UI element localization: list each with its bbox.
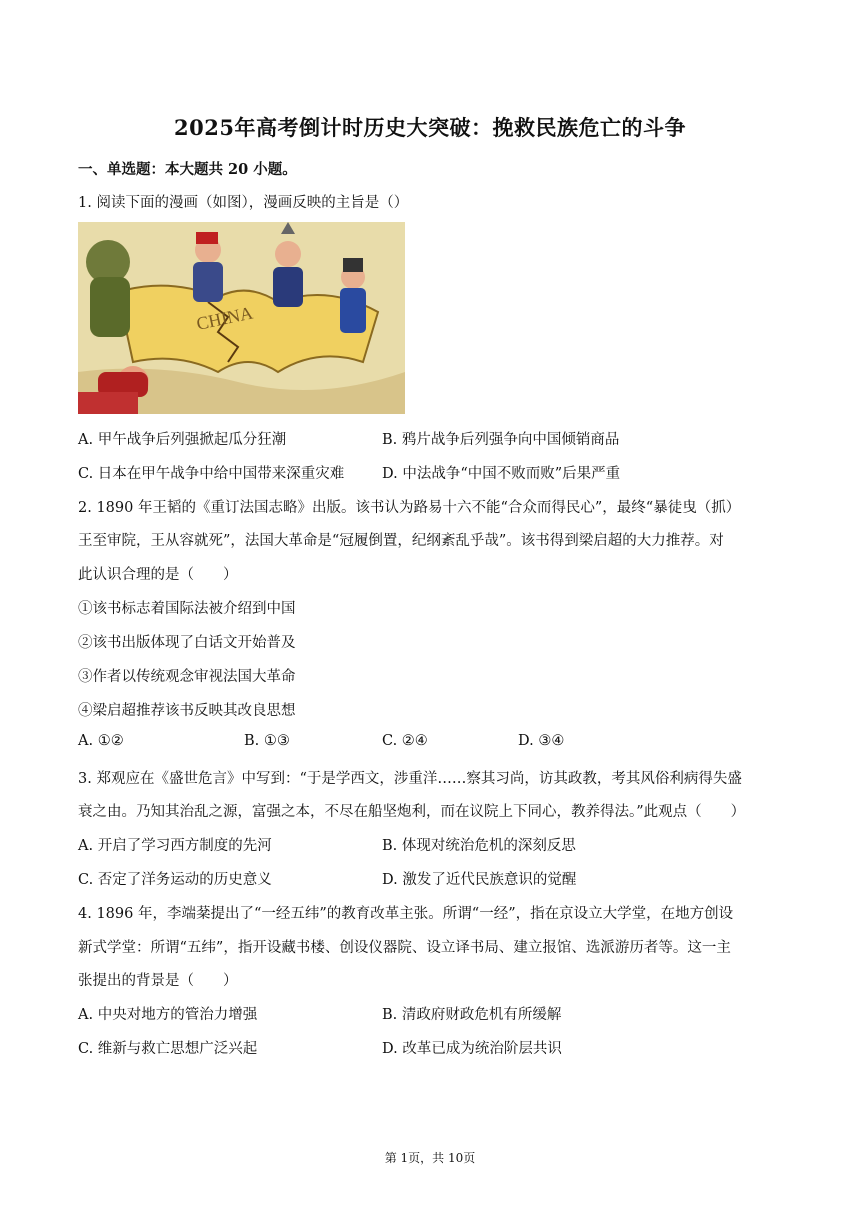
- question-2-stem-line: 2. 1890 年王韬的《重订法国志略》出版。该书认为路易十六不能“合众而得民心”，最终“暴徒曳（抓）: [78, 500, 741, 516]
- question-3-option-a: A. 开启了学习西方制度的先河: [78, 838, 272, 854]
- page-title: 2025年高考倒计时历史大突破：挽救民族危亡的斗争: [174, 115, 686, 140]
- page-footer: 第 1页，共 10页: [384, 1151, 476, 1165]
- question-2-option-c: C. ②④: [382, 733, 428, 749]
- question-2-stem-line: 王至审院，王从容就死”，法国大革命是“冠履倒置，纪纲紊乱乎哉”。该书得到梁启超的大力推荐。对: [78, 533, 724, 549]
- section-heading: 一、单选题：本大题共 20 小题。: [78, 161, 297, 178]
- question-1-option-d: D. 中法战争“中国不败而败”后果严重: [382, 466, 621, 482]
- question-2-stem-line: 此认识合理的是（ ）: [78, 567, 238, 583]
- question-4-option-c: C. 维新与救亡思想广泛兴起: [78, 1041, 258, 1057]
- question-4-option-a: A. 中央对地方的管治力增强: [78, 1007, 258, 1023]
- question-2-option-d: D. ③④: [518, 733, 565, 749]
- question-2-statement-3: ③作者以传统观念审视法国大革命: [78, 669, 296, 685]
- question-4-option-d: D. 改革已成为统治阶层共识: [382, 1041, 562, 1057]
- question-1-cartoon-image: [78, 222, 405, 414]
- question-1-stem: 1. 阅读下面的漫画（如图），漫画反映的主旨是（）: [78, 195, 409, 211]
- question-2-statement-2: ②该书出版体现了白话文开始普及: [78, 635, 296, 651]
- question-4-option-b: B. 清政府财政危机有所缓解: [382, 1007, 562, 1023]
- question-3-option-d: D. 激发了近代民族意识的觉醒: [382, 872, 577, 888]
- question-3-option-c: C. 否定了洋务运动的历史意义: [78, 872, 272, 888]
- question-2-option-b: B. ①③: [244, 733, 290, 749]
- question-2-option-a: A. ①②: [78, 733, 124, 749]
- question-1-option-a: A. 甲午战争后列强掀起瓜分狂潮: [78, 432, 287, 448]
- question-4-stem-line: 张提出的背景是（ ）: [78, 973, 238, 989]
- question-4-stem-line: 4. 1896 年，李端棻提出了“一经五纬”的教育改革主张。所谓“一经”，指在京设立大学堂，在地方创设: [78, 906, 734, 922]
- question-3-stem-line: 衰之由。乃知其治乱之源，富强之本，不尽在船坚炮利，而在议院上下同心，教养得法。”此观点（ ）: [78, 804, 746, 820]
- question-3-stem-line: 3. 郑观应在《盛世危言》中写到：“于是学西文，涉重洋……察其习尚，访其政教，考其风俗利病得失盛: [78, 771, 742, 787]
- question-1-option-c: C. 日本在甲午战争中给中国带来深重灾难: [78, 466, 345, 482]
- cartoon-map-label: CHINA: [194, 302, 255, 334]
- question-1-option-b: B. 鸦片战争后列强争向中国倾销商品: [382, 432, 620, 448]
- question-3-option-b: B. 体现对统治危机的深刻反思: [382, 838, 576, 854]
- question-4-stem-line: 新式学堂：所谓“五纬”，指开设藏书楼、创设仪器院、设立译书局、建立报馆、选派游历者等。这一主: [78, 940, 731, 956]
- question-2-statement-4: ④梁启超推荐该书反映其改良思想: [78, 703, 296, 719]
- question-2-statement-1: ①该书标志着国际法被介绍到中国: [78, 601, 296, 617]
